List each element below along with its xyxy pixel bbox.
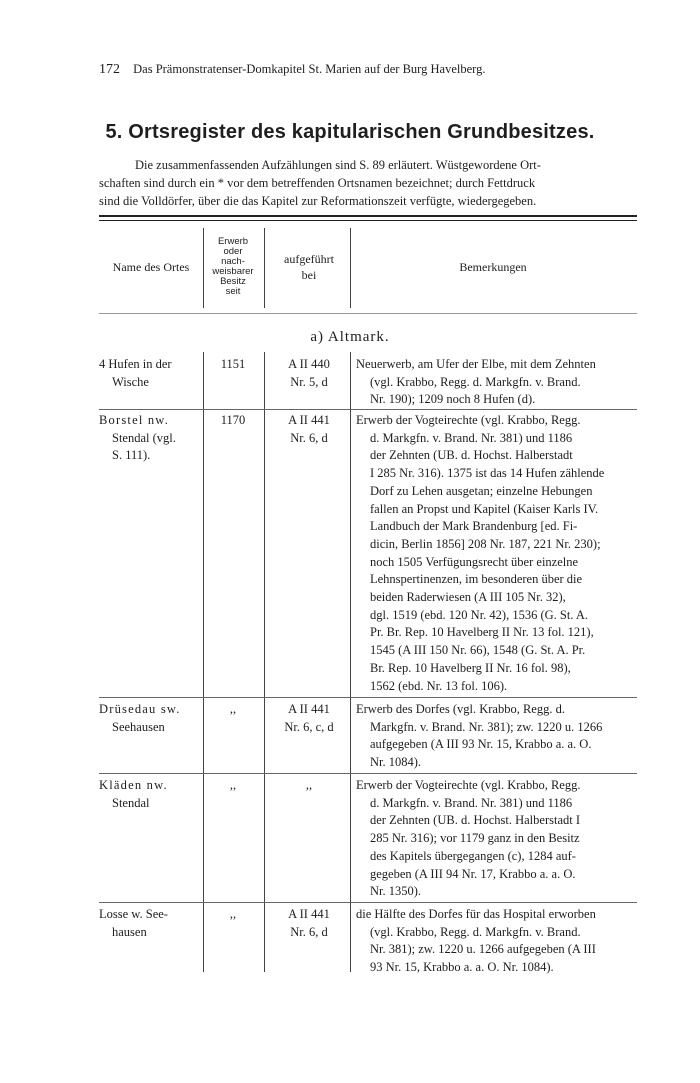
remarks-line: d. Markgfn. v. Brand. Nr. 381) und 1186	[370, 795, 573, 810]
reference	[269, 356, 349, 391]
remarks-line: (vgl. Krabbo, Regg. d. Markgfn. v. Brand.	[370, 374, 581, 389]
remarks-line: Landbuch der Mark Brandenburg [ed. Fi-	[370, 519, 578, 534]
table-header	[99, 222, 637, 312]
place-name-line: Drüsedau sw.	[99, 702, 181, 716]
acquisition-year: ,,	[229, 778, 237, 792]
row-separator	[99, 902, 637, 903]
remarks-line: Erwerb der Vogteirechte (vgl. Krabbo, Regg.	[356, 778, 581, 792]
table-row	[99, 412, 637, 696]
remarks-line: fallen an Propst und Kapitel (Kaiser Karls IV.	[370, 501, 599, 516]
row-separator	[99, 697, 637, 698]
remarks-line: 1562 (ebd. Nr. 13 fol. 106).	[370, 678, 508, 693]
place-name-line: Kläden nw.	[99, 778, 168, 792]
reference-line: Nr. 6, d	[290, 430, 328, 445]
remarks-line: 285 Nr. 316); vor 1179 ganz in den Besitz	[370, 831, 580, 846]
remarks-line: I 285 Nr. 316). 1375 ist das 14 Hufen zählende	[370, 466, 605, 481]
remarks-line: des Kapitels übergegangen (c), 1284 auf-	[370, 848, 576, 863]
section-title-altmark: a) Altmark.	[310, 329, 390, 345]
table-row	[99, 701, 637, 773]
column-header-ref-line: bei	[301, 268, 317, 282]
reference-line: Nr. 6, d	[290, 924, 328, 939]
remarks-line: die Hälfte des Dorfes für das Hospital erworben	[356, 907, 596, 921]
column-divider	[203, 228, 204, 308]
remarks-line: (vgl. Krabbo, Regg. d. Markgfn. v. Brand.	[370, 924, 581, 939]
acquisition-year: 1170	[220, 413, 246, 427]
place-name	[99, 701, 201, 736]
remarks-line: Pr. Br. Rep. 10 Havelberg II Nr. 13 fol. 121),	[370, 625, 594, 640]
acquisition-year: ,,	[229, 907, 237, 921]
place-name-line: Losse w. See-	[99, 907, 168, 921]
column-divider	[350, 228, 351, 308]
remarks-line: Neuerwerb, am Ufer der Elbe, mit dem Zehnten	[356, 357, 596, 371]
remarks-line: Br. Rep. 10 Havelberg II Nr. 16 fol. 98),	[370, 660, 571, 675]
top-double-rule	[99, 215, 637, 217]
column-header-ref	[269, 222, 349, 312]
place-name	[99, 412, 201, 465]
place-name	[99, 777, 201, 812]
place-name-line: Stendal	[112, 795, 150, 810]
reference-line: Nr. 6, c, d	[284, 719, 334, 734]
acquisition-year: ,,	[229, 702, 237, 716]
remarks-line: Nr. 1084).	[370, 755, 422, 770]
table-row	[99, 777, 637, 901]
remarks-line: aufgegeben (A III 93 Nr. 15, Krabbo a. a. O.	[370, 737, 592, 752]
remarks	[356, 777, 637, 901]
column-divider	[264, 228, 265, 308]
table-row	[99, 356, 637, 410]
remarks	[356, 412, 637, 695]
running-title: Das Prämonstratenser-Domkapitel St. Marien auf der Burg Havelberg.	[133, 62, 486, 76]
column-header-year-line: nach-	[221, 256, 245, 267]
column-header-year-line: seit	[225, 286, 241, 297]
remarks-line: noch 1505 Verfügungsrecht über einzelne	[370, 554, 579, 569]
remarks-line: der Zehnten (UB. d. Hochst. Halberstadt I	[370, 813, 581, 828]
row-separator	[99, 409, 637, 410]
column-header-year-line: Besitz	[220, 276, 246, 287]
place-name-line: 4 Hufen in der	[99, 357, 172, 371]
remarks-line: Erwerb des Dorfes (vgl. Krabbo, Regg. d.	[356, 702, 565, 716]
remarks-line: Nr. 190); 1209 noch 8 Hufen (d).	[370, 392, 536, 407]
intro-paragraph	[99, 156, 637, 210]
running-head	[99, 62, 599, 78]
place-name-line: Wische	[112, 374, 149, 389]
remarks	[356, 356, 637, 409]
column-header-name: Name des Ortes	[112, 259, 190, 274]
remarks-line: gegeben (A III 94 Nr. 17, Krabbo a. a. O.	[370, 866, 576, 881]
place-name	[99, 356, 201, 391]
remarks-line: 1545 (A III 150 Nr. 66), 1548 (G. St. A. Pr.	[370, 643, 586, 658]
reference-line: A II 441	[288, 413, 330, 427]
place-name-line: S. 111).	[112, 448, 151, 463]
reference-line: A II 441	[288, 702, 330, 716]
place-name-line: Borstel nw.	[99, 413, 170, 427]
reference	[269, 906, 349, 941]
remarks-line: Nr. 381); zw. 1220 u. 1266 aufgegeben (A III	[370, 942, 596, 957]
column-header-year-line: Erwerb	[217, 236, 249, 247]
reference-line: A II 440	[288, 357, 330, 371]
acquisition-year: 1151	[220, 357, 246, 371]
column-header-year	[205, 222, 261, 312]
reference	[269, 777, 349, 795]
column-header-year-line: weisbarer	[212, 266, 254, 277]
intro-line: Die zusammenfassenden Aufzählungen sind S. 89 erläutert. Wüstgewordene Ort-	[135, 158, 541, 172]
remarks-line: Markgfn. v. Brand. Nr. 381); zw. 1220 u. 1266	[370, 719, 603, 734]
place-name-line: Seehausen	[112, 719, 165, 734]
column-header-remarks: Bemerkungen	[459, 259, 527, 274]
intro-line: sind die Volldörfer, über die das Kapitel zur Reformationszeit verfügte, wiedergegeben.	[99, 194, 537, 208]
remarks-line: Erwerb der Vogteirechte (vgl. Krabbo, Regg.	[356, 413, 581, 427]
reference	[269, 701, 349, 736]
place-name-line: hausen	[112, 924, 147, 939]
reference-line: A II 441	[288, 907, 330, 921]
place-name-line: Stendal (vgl.	[112, 430, 176, 445]
remarks-line: Lehnspertinenzen, im besonderen über die	[370, 572, 583, 587]
intro-line: schaften sind durch ein * vor dem betreffenden Ortsnamen bezeichnet; durch Fettdruck	[99, 176, 536, 190]
remarks	[356, 701, 637, 772]
column-header-ref-line: aufgeführt	[284, 252, 334, 266]
remarks-line: Dorf zu Lehen ausgetan; einzelne Hebungen	[370, 483, 593, 498]
table-row	[99, 906, 637, 978]
row-separator	[99, 773, 637, 774]
reference-line: ,,	[305, 778, 313, 792]
page-number: 172	[99, 62, 120, 77]
column-header-year-line: oder	[223, 246, 243, 257]
remarks-line: d. Markgfn. v. Brand. Nr. 381) und 1186	[370, 430, 573, 445]
place-name	[99, 906, 201, 941]
remarks-line: dicin, Berlin 1856] 208 Nr. 187, 221 Nr. 230);	[370, 536, 601, 551]
remarks	[356, 906, 637, 977]
section-heading: 5. Ortsregister des kapitularischen Grundbesitzes.	[105, 121, 595, 143]
top-double-rule-thin	[99, 220, 637, 221]
header-bottom-rule	[99, 313, 637, 314]
remarks-line: beiden Raderwiesen (A III 105 Nr. 32),	[370, 590, 566, 605]
reference-line: Nr. 5, d	[290, 374, 328, 389]
remarks-line: der Zehnten (UB. d. Hochst. Halberstadt	[370, 448, 573, 463]
remarks-line: Nr. 1350).	[370, 884, 422, 899]
remarks-line: dgl. 1519 (ebd. 120 Nr. 42), 1536 (G. St. A.	[370, 607, 589, 622]
remarks-line: 93 Nr. 15, Krabbo a. a. O. Nr. 1084).	[370, 960, 554, 975]
reference	[269, 412, 349, 447]
